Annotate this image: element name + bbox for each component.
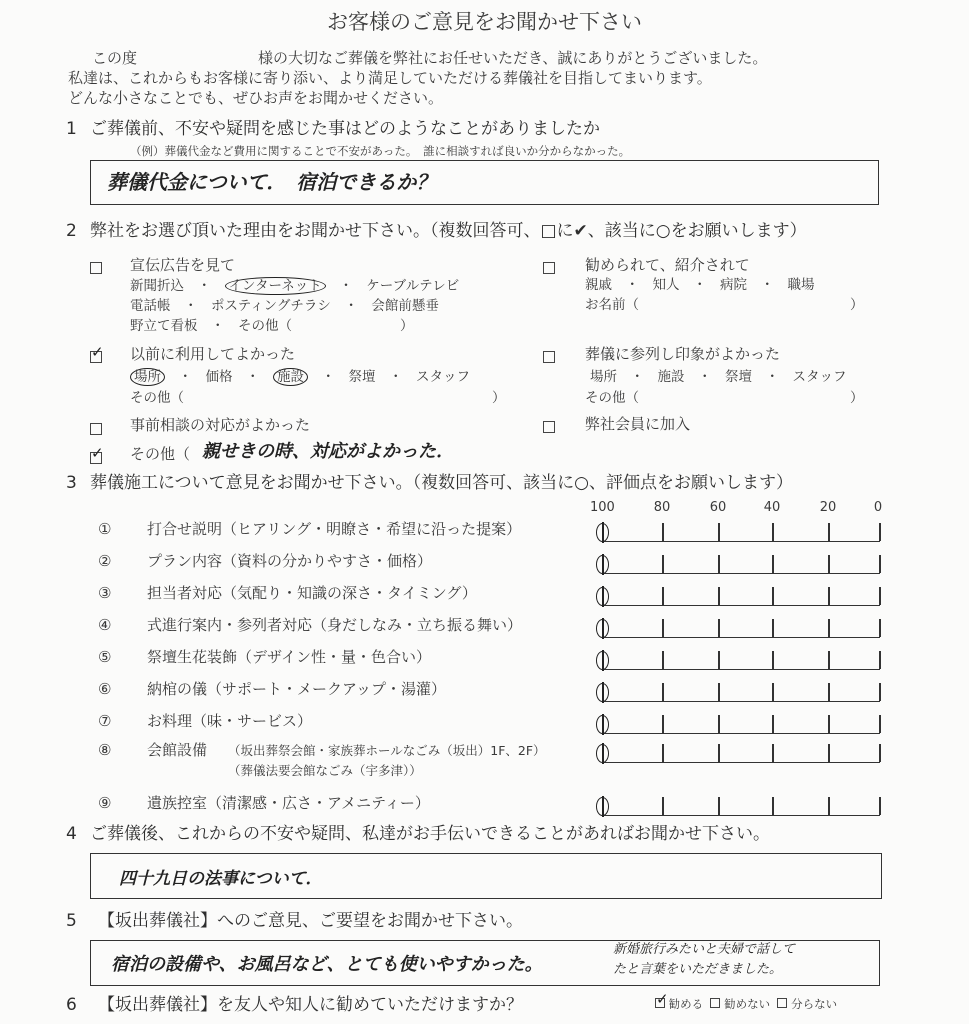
option-unsure: 分らない — [791, 997, 838, 1011]
scale-tick — [828, 715, 830, 733]
checkbox-recommend[interactable] — [655, 998, 665, 1008]
scale-tick — [879, 587, 881, 605]
rating-scale[interactable] — [602, 587, 880, 606]
used-before-other-close: ） — [492, 390, 506, 406]
scale-tick — [879, 651, 881, 669]
intro-line1: 様の大切なご葬儀を弊社にお任せいただき、誠にありがとうございました。 — [258, 49, 768, 67]
scale-label: 40 — [763, 500, 781, 515]
page-title: お客様のご意見をお聞かせ下さい — [327, 10, 642, 34]
scale-tick — [718, 683, 720, 701]
reason-altar: 祭壇 — [348, 369, 376, 385]
scale-tick — [718, 744, 720, 762]
used-before-other: その他（ — [130, 390, 184, 406]
scale-tick — [772, 523, 774, 541]
q4-number: 4 — [66, 824, 77, 844]
att-facility: 施設 — [657, 369, 685, 385]
q5-answer-box[interactable] — [90, 940, 880, 986]
attended-other-close: ） — [850, 390, 864, 406]
scale-tick — [772, 651, 774, 669]
used-before-row1: 場所 ・ 価格 ・ 施設 ・ 祭壇 ・ スタッフ — [130, 370, 470, 386]
rating-circle-mark — [596, 797, 609, 816]
intro-line2: 私達は、これからもお客様に寄り添い、より満足していただける葬儀社を目指してまいります。 — [68, 69, 712, 87]
reason-price: 価格 — [205, 369, 233, 385]
other-answer: 親せきの時、対応がよかった． — [202, 441, 454, 462]
q6-question: 【坂出葬儀社】を友人や知人に勧めていただけますか？ — [98, 995, 523, 1015]
q3-question: 葬儀施工について意見をお聞かせ下さい。（複数回答可、該当に○、評価点をお願いします） — [90, 473, 793, 493]
option-used-before: 以前に利用してよかった — [130, 345, 296, 363]
option-attended: 葬儀に参列し印象がよかった — [585, 345, 781, 363]
reason-staff: スタッフ — [416, 369, 470, 385]
intro-line3: どんな小さなことでも、ぜひお声をお聞かせください。 — [68, 89, 444, 107]
item-sublabel: （葬儀法要会館なごみ（宇多津）） — [228, 763, 422, 778]
rating-scale[interactable] — [602, 683, 880, 702]
scale-tick — [772, 683, 774, 701]
ad-media-row2: 電話帳 ・ ポスティングチラシ ・ 会館前懸垂 — [130, 298, 439, 314]
q3-number: 3 — [66, 473, 77, 493]
q5-answer: 宿泊の設備や、お風呂など、とても使いやすかった。 — [111, 954, 543, 975]
option-consult: 事前相談の対応がよかった — [130, 416, 311, 434]
ref-acquaintance: 知人 — [652, 277, 680, 293]
scale-tick — [718, 619, 720, 637]
scale-tick — [828, 523, 830, 541]
media-signboard: 野立て看板 — [130, 318, 198, 334]
rating-circle-mark — [596, 619, 609, 638]
ref-relative: 親戚 — [585, 277, 612, 293]
item-number: ② — [98, 552, 112, 570]
media-flyer: ポスティングチラシ — [211, 298, 331, 314]
item-sublabel: （坂出葬祭会館・家族葬ホールなごみ（坂出）1F、2F） — [228, 743, 546, 758]
referred-name: お名前（ — [585, 297, 639, 313]
item-number: ⑤ — [98, 648, 112, 666]
q4-answer: 四十九日の法事について． — [119, 869, 323, 889]
attended-row1: 場所 ・ 施設 ・ 祭壇 ・ スタッフ — [590, 369, 847, 385]
ref-workplace: 職場 — [787, 277, 815, 293]
scale-tick — [828, 797, 830, 815]
rating-scale[interactable] — [602, 744, 880, 763]
scale-tick — [718, 523, 720, 541]
scale-tick — [662, 523, 664, 541]
scale-tick — [772, 619, 774, 637]
rating-scale[interactable] — [602, 523, 880, 542]
checkbox-consult[interactable] — [90, 423, 102, 435]
scale-label: 0 — [873, 500, 883, 515]
rating-scale[interactable] — [602, 651, 880, 670]
q2-question: 弊社をお選び頂いた理由をお聞かせ下さい。（複数回答可、□に✔、該当に○をお願いします） — [90, 221, 807, 241]
scale-tick — [718, 797, 720, 815]
q1-example: （例）葬儀代金など費用に関することで不安があった。 誰に相談すれば良いか分からなかった。 — [130, 144, 631, 158]
item-label: 式進行案内・参列者対応（身だしなみ・立ち振る舞い） — [147, 616, 523, 634]
q6-options — [655, 998, 837, 1011]
scale-tick — [772, 744, 774, 762]
q5-number: 5 — [66, 911, 77, 931]
rating-circle-mark — [596, 651, 609, 670]
rating-scale[interactable] — [602, 619, 880, 638]
q1-question: ご葬儀前、不安や疑問を感じた事はどのようなことがありましたか — [90, 119, 600, 139]
option-other: その他（ — [130, 445, 191, 463]
scale-tick — [662, 587, 664, 605]
scale-tick — [718, 555, 720, 573]
checkbox-not-recommend[interactable] — [710, 998, 720, 1008]
scale-tick — [828, 651, 830, 669]
q6-number: 6 — [66, 995, 77, 1015]
scale-tick — [828, 619, 830, 637]
rating-scale[interactable] — [602, 715, 880, 734]
ad-media-row1: 新聞折込 ・ インターネット ・ ケーブルテレビ — [130, 278, 460, 294]
scale-tick — [879, 744, 881, 762]
scale-tick — [718, 587, 720, 605]
scale-tick — [879, 683, 881, 701]
item-number: ③ — [98, 584, 112, 602]
q1-answer: 葬儀代金について． 宿泊できるか？ — [107, 170, 437, 194]
att-altar: 祭壇 — [725, 369, 752, 385]
scale-label: 100 — [590, 500, 615, 515]
q4-question: ご葬儀後、これからの不安や疑問、私達がお手伝いできることがあればお聞かせ下さい。 — [90, 824, 770, 844]
item-number: ④ — [98, 616, 112, 634]
item-number: ⑨ — [98, 794, 112, 812]
scale-tick — [718, 651, 720, 669]
rating-circle-mark — [596, 683, 609, 702]
q1-answer-box[interactable] — [90, 160, 879, 205]
checkbox-used-before[interactable] — [90, 351, 102, 363]
option-recommend: 勧める — [668, 997, 704, 1011]
rating-circle-mark — [596, 715, 609, 734]
q2-number: 2 — [66, 221, 77, 241]
scale-tick — [772, 715, 774, 733]
scale-tick — [879, 797, 881, 815]
media-internet-circled: インターネット — [225, 277, 326, 295]
referred-row1: 親戚 ・ 知人 ・ 病院 ・ 職場 — [585, 277, 815, 293]
scale-tick — [772, 587, 774, 605]
scale-tick — [879, 555, 881, 573]
ref-hospital: 病院 — [720, 277, 747, 293]
media-cable-tv: ケーブルテレビ — [366, 278, 460, 294]
rating-scale[interactable] — [602, 555, 880, 574]
checkbox-ad[interactable] — [90, 262, 102, 274]
scale-tick — [718, 715, 720, 733]
scale-tick — [879, 523, 881, 541]
option-ad: 宣伝広告を見て — [130, 256, 236, 274]
item-label: お料理（味・サービス） — [147, 712, 313, 730]
reason-location-circled: 場所 — [130, 368, 165, 386]
att-staff: スタッフ — [792, 369, 847, 385]
item-number: ⑥ — [98, 680, 112, 698]
checkbox-member[interactable] — [543, 421, 555, 433]
scale-tick — [662, 619, 664, 637]
scale-tick — [879, 619, 881, 637]
checkbox-referred[interactable] — [543, 262, 555, 274]
item-label: 会館設備 — [147, 741, 208, 759]
rating-circle-mark — [596, 744, 609, 763]
scale-tick — [662, 715, 664, 733]
rating-circle-mark — [596, 523, 609, 542]
option-member: 弊社会員に加入 — [585, 415, 691, 433]
scale-tick — [662, 797, 664, 815]
ad-media-row3: 野立て看板 ・ その他（ ） — [130, 318, 414, 334]
rating-circle-mark — [596, 587, 609, 606]
checkbox-unsure[interactable] — [777, 998, 787, 1008]
checkbox-attended[interactable] — [543, 351, 555, 363]
rating-scale[interactable] — [602, 797, 880, 816]
option-referred: 勧められて、紹介されて — [585, 256, 750, 274]
item-label: 打合せ説明（ヒアリング・明瞭さ・希望に沿った提案） — [147, 520, 522, 538]
item-label: 担当者対応（気配り・知識の深さ・タイミング） — [147, 584, 477, 602]
q5-question: 【坂出葬儀社】へのご意見、ご要望をお聞かせ下さい。 — [98, 911, 523, 931]
scale-tick — [662, 555, 664, 573]
item-label: 遺族控室（清潔感・広さ・アメニティー） — [147, 794, 430, 812]
item-number: ⑦ — [98, 712, 112, 730]
checkbox-other[interactable] — [90, 452, 102, 464]
scale-tick — [662, 651, 664, 669]
media-newspaper: 新聞折込 — [130, 278, 184, 294]
scale-label: 20 — [819, 500, 837, 515]
scale-tick — [772, 797, 774, 815]
scale-label: 80 — [653, 500, 671, 515]
option-not-recommend: 勧めない — [724, 997, 771, 1011]
item-label: 祭壇生花装飾（デザイン性・量・色合い） — [147, 648, 431, 666]
q1-number: 1 — [66, 119, 77, 139]
q5-answer-note2: たと言葉をいただきました。 — [613, 962, 783, 977]
scale-tick — [662, 683, 664, 701]
item-number: ⑧ — [98, 741, 112, 759]
scale-tick — [828, 744, 830, 762]
reason-facility-circled: 施設 — [273, 368, 308, 386]
scale-tick — [662, 744, 664, 762]
media-other: その他（ ） — [238, 318, 414, 334]
scale-tick — [828, 555, 830, 573]
media-phonebook: 電話帳 — [130, 298, 171, 314]
intro-line1-prefix: この度 — [92, 49, 138, 67]
scale-tick — [772, 555, 774, 573]
item-label: 納棺の儀（サポート・メークアップ・湯灌） — [147, 680, 446, 698]
scale-label: 60 — [709, 500, 727, 515]
rating-circle-mark — [596, 555, 609, 574]
q5-answer-note1: 新婚旅行みたいと夫婦で話して — [613, 942, 796, 957]
attended-other: その他（ — [585, 390, 639, 406]
q4-answer-box[interactable] — [90, 853, 882, 899]
referred-name-close: ） — [850, 297, 864, 313]
scale-tick — [828, 587, 830, 605]
media-banner: 会館前懸垂 — [371, 298, 439, 314]
item-number: ① — [98, 520, 112, 538]
scale-tick — [828, 683, 830, 701]
scale-tick — [879, 715, 881, 733]
item-label: プラン内容（資料の分かりやすさ・価格） — [147, 552, 433, 570]
att-location: 場所 — [590, 369, 617, 385]
